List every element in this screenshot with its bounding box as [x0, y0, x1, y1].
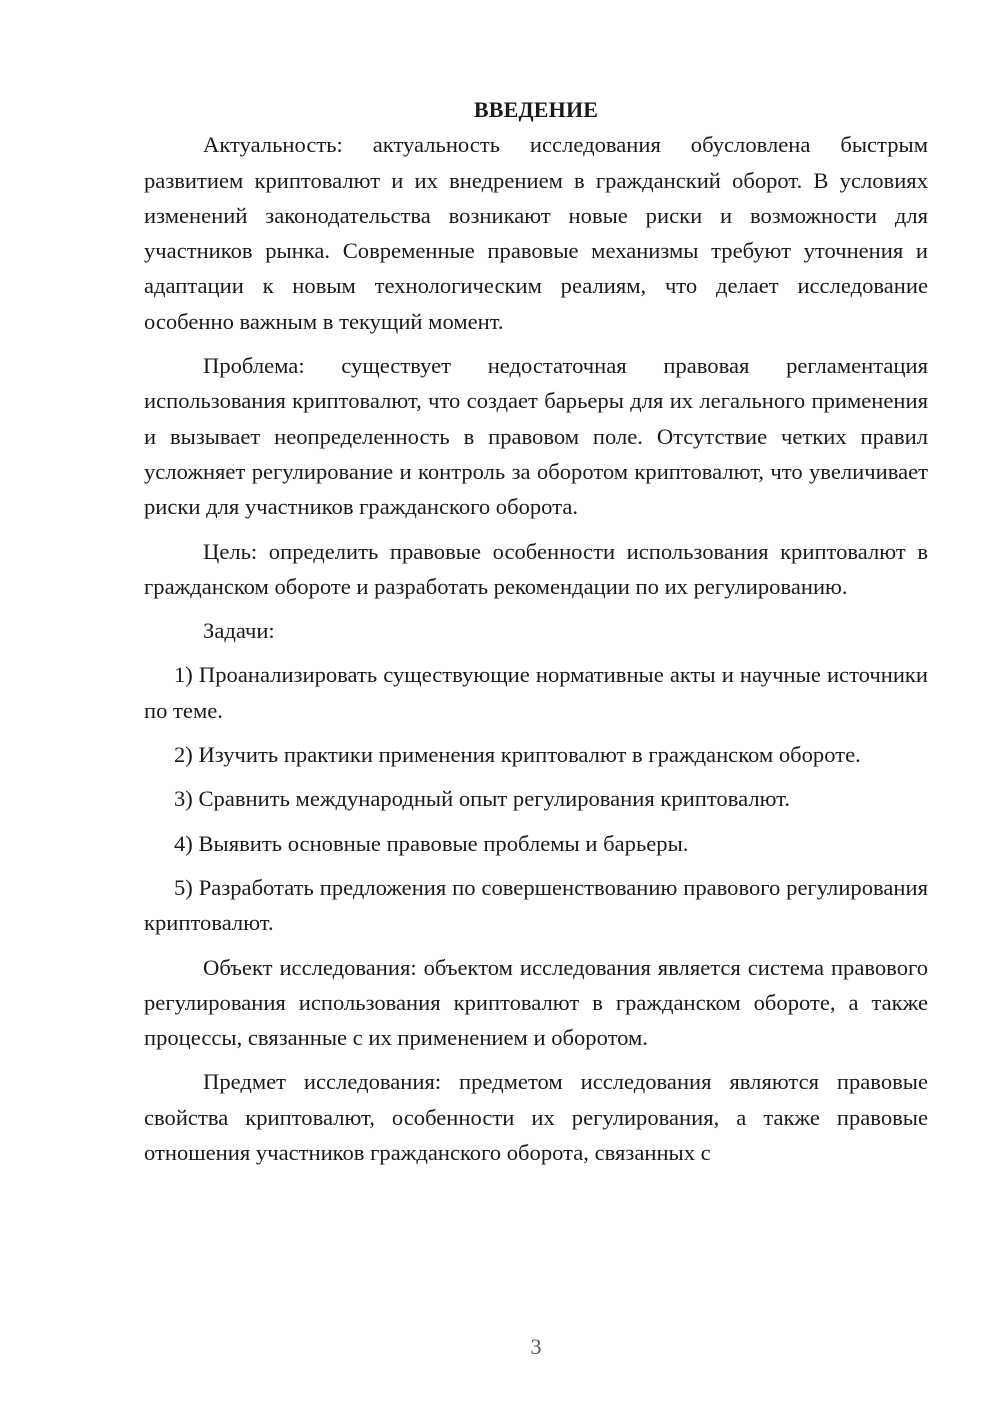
goal-paragraph: Цель: определить правовые особенности использования криптовалют в гражданском обороте и разработать рекомендации по их регулированию.: [144, 538, 928, 599]
problem-paragraph: Проблема: существует недостаточная правовая регламентация использования криптовалют, что создает барьеры для их легального применения и вызывает неопределенность в правовом поле. Отсутствие четких правил усложняет регулирование и контроль за оборотом криптовалют, что увеличивает риски для участников гражданского оборота.: [144, 353, 928, 520]
page-title: ВВЕДЕНИЕ: [473, 97, 599, 122]
task-item: 5) Разработать предложения по совершенствованию правового регулирования криптовалют.: [144, 874, 928, 936]
task-item: 4) Выявить основные правовые проблемы и барьеры.: [174, 830, 689, 856]
subject-paragraph: Предмет исследования: предметом исследования являются правовые свойства криптовалют, особенности их регулирования, а также правовые отношения участников гражданского оборота, связанных с: [144, 1069, 928, 1166]
tasks-heading: Задачи:: [203, 618, 275, 644]
task-item: 1) Проанализировать существующие нормативные акты и научные источники по теме.: [144, 662, 928, 723]
relevance-paragraph: Актуальность: актуальность исследования обусловлена быстрым развитием криптовалют и их внедрением в гражданский оборот. В условиях изменений законодательства возникают новые риски и возможности для участников рынка. Современные правовые механизмы требуют уточнения и адаптации к новым технологическим реалиям, что делает исследование особенно важным в текущий момент.: [144, 132, 928, 334]
object-paragraph: Объект исследования: объектом исследования является система правового регулирования использования криптовалют в гражданском обороте, а также процессы, связанные с их применением и оборотом.: [144, 954, 928, 1051]
task-item: 3) Сравнить международный опыт регулирования криптовалют.: [174, 786, 791, 812]
page-number: 3: [530, 1334, 542, 1359]
page-content: [144, 92, 928, 1179]
task-item: 2) Изучить практики применения криптовалют в гражданском обороте.: [174, 742, 861, 768]
